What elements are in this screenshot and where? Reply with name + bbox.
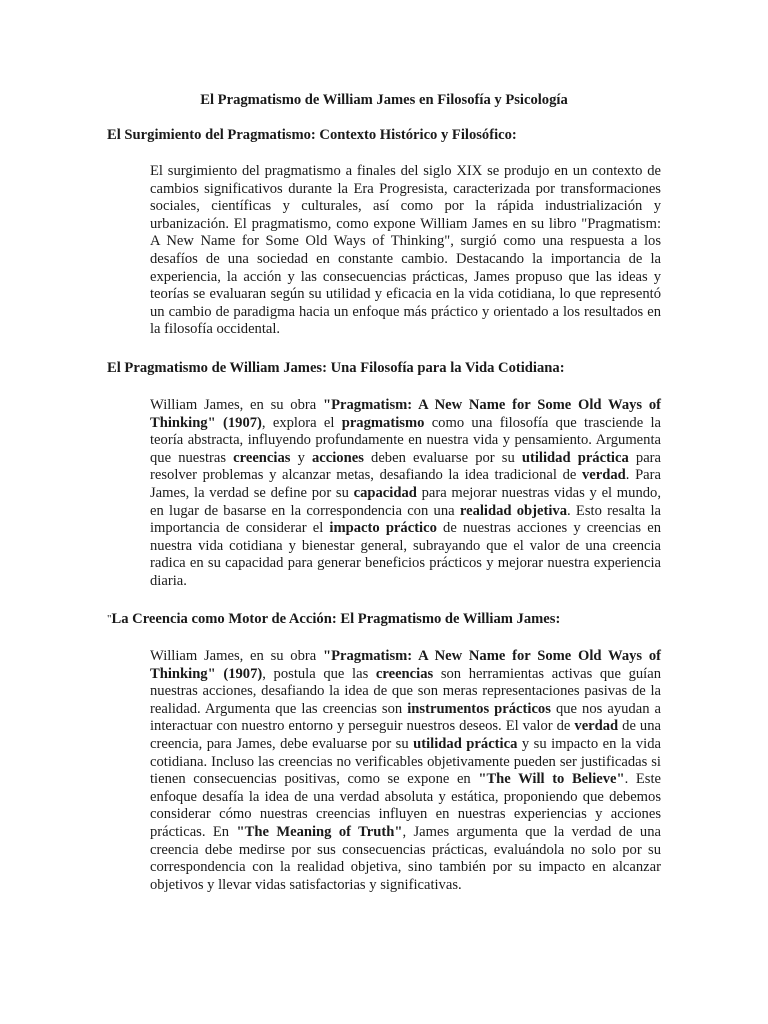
bold-term: pragmatismo [341, 414, 425, 431]
bold-term: utilidad práctica [521, 449, 629, 466]
text-run: William James, en su obra [150, 397, 323, 413]
bold-term: verdad [582, 467, 626, 484]
text-run: deben evaluarse por su [363, 449, 522, 466]
bold-term: realidad objetiva [459, 502, 568, 519]
bold-term: "Pragmatism: A New Name for Some Old Ways of Thinking" (1907) [150, 397, 662, 431]
bold-term: instrumentos prácticos [407, 700, 551, 717]
text-run: y su impacto en la vida cotidiana. Incluso las creencias no verificables objetivamente pueden ser justificadas si tienen consecuencias positivas, como se expone en [150, 735, 662, 788]
text-run: para resolver problemas y alcanzar metas, desafiando la idea tradicional de [150, 449, 662, 484]
section-paragraph-surgimiento [150, 163, 661, 339]
text-run: de nuestras acciones y creencias en nuestra vida cotidiana y bienestar general, subrayando que el valor de una creencia radica en su capacidad para generar beneficios prácticos y mejorar nuestra experiencia diaria. [150, 520, 662, 589]
bold-term: utilidad práctica [413, 735, 518, 752]
bold-term: "Pragmatism: A New Name for Some Old Ways of Thinking" (1907) [150, 648, 662, 682]
text-run: que nos ayudan a interactuar con nuestro entorno y perseguir nuestros deseos. El valor de [150, 700, 662, 735]
text-run: de una creencia, para James, debe evaluarse por su [150, 718, 661, 752]
text-run: , James argumenta que la verdad de una creencia debe medirse por sus consecuencias prácticas, evaluándola no solo por su correspondencia con la realidad objetiva, sino también por su impacto en alcanzar objetivos y llevar vidas satisfactorias y significativas. [150, 823, 661, 893]
text-run: El surgimiento del pragmatismo a finales del siglo XIX se produjo en un contexto de cambios significativos durante la Era Progresista, caracterizada por transformaciones sociales, científicas y culturales, así como por la rápida industrialización y urbanización. El pragmatismo, como expone William James en su libro "Pragmatism: A New Name for Some Old Ways of Thinking", surgió como una respuesta a los desafíos de una sociedad en constante cambio. Destacando la importancia de la experiencia, la acción y las consecuencias prácticas, James propuso que las ideas y teorías se evaluaran según su utilidad y eficacia en la vida cotidiana, lo que representó un cambio de paradigma hacia un enfoque más práctico y orientado a los resultados en la filosofía occidental. [150, 163, 661, 338]
section-heading-vida-cotidiana: El Pragmatismo de William James: Una Filosofía para la Vida Cotidiana: [107, 360, 565, 376]
bold-term: "The Meaning of Truth" [236, 823, 403, 840]
section-paragraph-vida-cotidiana [150, 397, 661, 591]
section-heading-surgimiento: El Surgimiento del Pragmatismo: Contexto Histórico y Filosófico: [107, 127, 517, 143]
text-run: . Esto resalta la importancia de considerar el [150, 502, 662, 537]
bold-term: creencias [375, 665, 434, 682]
text-run: William James, en su obra [150, 648, 323, 664]
section-paragraph-creencia [150, 648, 661, 894]
heading-opening-quote: " [107, 613, 112, 625]
bold-term: impacto práctico [329, 520, 437, 537]
heading-text: La Creencia como Motor de Acción: El Pragmatismo de William James: [111, 611, 561, 627]
bold-term: creencias [233, 449, 291, 466]
text-run: , postula que las [262, 665, 376, 682]
text-run: para mejorar nuestras vidas y el mundo, en lugar de basarse en la correspondencia con una [150, 484, 661, 519]
section-heading-creencia [107, 611, 560, 628]
text-run: . Para James, la verdad se define por su [150, 467, 661, 501]
document-title: El Pragmatismo de William James en Filosofía y Psicología [200, 92, 568, 108]
bold-term: acciones [312, 449, 364, 466]
bold-term: "The Will to Believe" [478, 771, 625, 788]
text-run: y [290, 449, 312, 466]
text-run: como una filosofía que trasciende la teoría abstracta, influyendo profundamente en nuestra vida y pensamiento. Argumenta que nuestras [150, 414, 661, 466]
text-run: , explora el [261, 414, 342, 431]
text-run: . Este enfoque desafía la idea de una verdad absoluta y estática, proponiendo que debemos considerar cómo nuestras creencias influyen en nuestras experiencias y acciones prácticas. En [150, 771, 661, 840]
bold-term: verdad [574, 718, 619, 735]
bold-term: capacidad [353, 484, 417, 501]
text-run: son herramientas activas que guían nuestras acciones, desafiando la idea de que son meras representaciones pasivas de la realidad. Argumenta que las creencias son [150, 665, 662, 717]
